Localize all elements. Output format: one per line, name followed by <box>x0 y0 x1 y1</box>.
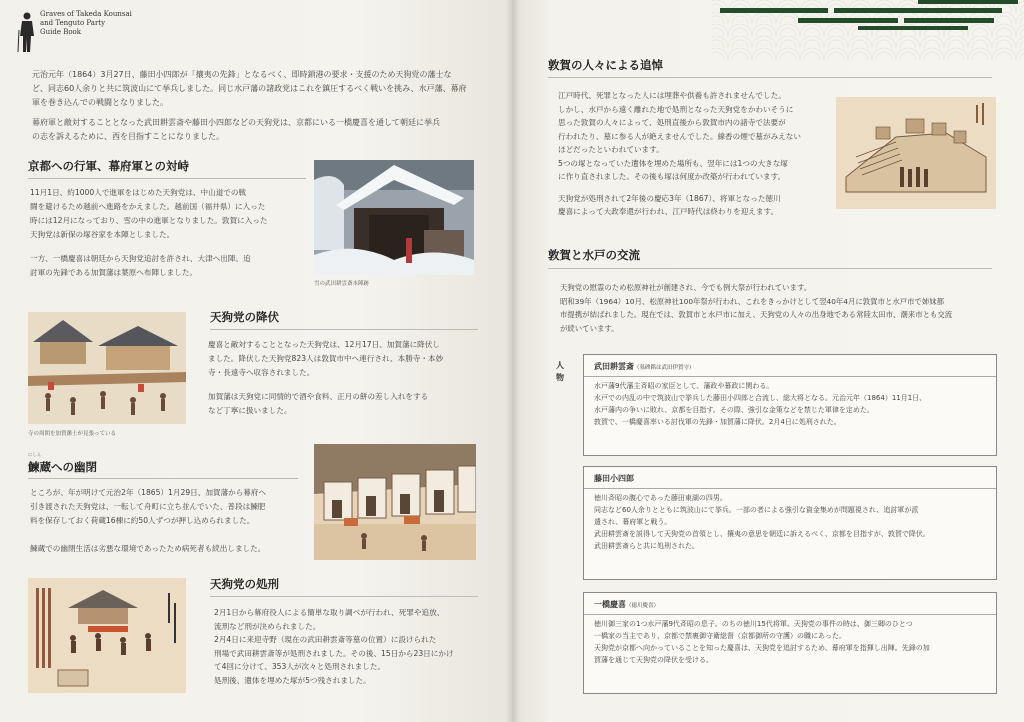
intro-line: ど、同志60人余りと共に筑波山にて挙兵しました。同じ水戸藩の諸政党はこれを鎮圧するべく戦いを挑み、水戸藩、幕府 <box>32 84 467 93</box>
text-line <box>30 528 312 542</box>
text-line: 慶喜によって大政奉還が行われ、江戸時代は終わりを迎えます。 <box>558 207 779 216</box>
text-line: 江戸時代、死罪となった人には埋葬や供養も許されませんでした。 <box>558 91 786 100</box>
guide-title-line: and Tenguto Party <box>40 19 106 27</box>
text-line: 鰊蔵での幽閉生活は劣悪な環境であったため病死者も続出しました。 <box>30 544 266 553</box>
person-name-text: 一橋慶喜 <box>594 600 626 609</box>
section-text-surrender <box>208 338 498 418</box>
person-name <box>584 593 996 615</box>
text-line: 水戸藩9代藩主斉昭の家臣として、藩政や幕政に関わる。 <box>594 382 774 390</box>
section-title-surrender: 天狗党の降伏 <box>210 310 279 324</box>
text-line: 加賀藩は天狗党に同情的で酒や食料、正月の餅の差し入れをする <box>208 392 429 401</box>
section-title-exchange: 敦賀と水戸の交流 <box>548 248 640 262</box>
divider <box>548 77 992 78</box>
person-bio <box>584 377 996 431</box>
section-title-confinement: 鰊蔵への幽閉 <box>28 460 97 474</box>
text-line: 2月1日から幕府役人による簡単な取り調べが行われ、死罪や追放、 <box>214 608 445 617</box>
section-text-march <box>30 186 312 280</box>
section-title-execution: 天狗党の処刑 <box>210 577 279 591</box>
text-line: て4回に分けて、353人が次々と処刑されました。 <box>214 662 386 671</box>
text-line: 敦賀で、一橋慶喜率いる討伐軍の先鋒・加賀藩に降伏。2月4日に処刑された。 <box>594 418 841 426</box>
text-line: 賀藩を通じて天狗党の降伏を受ける。 <box>594 656 713 664</box>
text-line <box>558 184 838 192</box>
warehouse-painting <box>314 444 476 560</box>
guide-title-line: Guide Book <box>40 28 82 36</box>
intro-text <box>32 68 502 144</box>
section-text-exchange <box>560 281 1006 335</box>
divider <box>28 478 298 479</box>
people-label-char: 物 <box>556 373 564 382</box>
text-line: など丁寧に扱いました。 <box>208 406 292 415</box>
intro-line: の志を訴えるために、西を目指すことになりました。 <box>32 132 224 141</box>
furigana: にしん <box>28 453 42 458</box>
text-line: に作り直されました。その後も塚は何度か改築が行われています。 <box>558 172 786 181</box>
person-card-hitotsubashi <box>583 592 997 694</box>
section-text-confinement <box>30 486 312 556</box>
divider <box>548 268 992 269</box>
text-line: 刑場で武田耕雲斎等が処刑されました。その後、15日から23日にかけ <box>214 648 454 658</box>
text-line: 昭和39年（1964）10月、松原神社100年祭が行われ、これをきっかけとして翌40年4月に敦賀市と水戸市で姉妹都 <box>560 296 945 306</box>
text-line: 5つの塚となっていた遺体を埋めた場所も、翌年には1つの大きな塚 <box>558 158 788 168</box>
section-text-memorial <box>558 89 838 219</box>
text-line: 水戸藩内の争いに敗れ、京都を目指す。その際、強引な金策などを禁じた軍律を定めた。 <box>594 406 874 414</box>
text-line: 天狗党は新保の塚谷家を本陣としました。 <box>30 230 175 239</box>
person-name <box>584 355 996 377</box>
person-note: （徳川慶喜） <box>626 603 660 609</box>
text-line: 天狗党が処刑されて2年後の慶応3年（1867）、将軍となった徳川 <box>558 193 781 203</box>
text-line: 流刑など刑が決められました。 <box>214 621 321 631</box>
text-line: 料を保存しておく荷蔵16棟に約50人ずつが押し込められました。 <box>30 516 255 525</box>
person-name <box>584 467 996 489</box>
text-line: 水戸での内乱の中で筑波山で挙兵した藤田小四郎と合流し、総大将となる。元治元年（1864）11月1日、 <box>594 394 927 402</box>
intro-line: 幕府軍と敵対することとなった武田耕雲斎や藤田小四郎などの天狗党は、京都にいる一橋慶喜を通して朝廷に挙兵 <box>32 118 440 127</box>
text-line <box>208 380 498 390</box>
intro-line: 元治元年（1864）3月27日、藤田小四郎が「攘夷の先鋒」となるべく、即時鎖港の要求・支援のため天狗党の藩士な <box>32 70 452 79</box>
divider <box>210 596 478 597</box>
text-line: しかし、水戸から遠く離れた地で処刑となった天狗党をかわいそうに <box>558 104 794 114</box>
snow-gate-photo <box>314 160 474 275</box>
divider <box>210 329 478 330</box>
text-line: ところが、年が明けて元治2年（1865）1月29日、加賀藩から幕府へ <box>30 488 267 497</box>
text-line: 一橋家の当主であり、京都で禁裏御守衛総督（京都御所の守護）の職にあった。 <box>594 632 846 640</box>
section-title-memorial: 敦賀の人々による追悼 <box>548 58 663 72</box>
text-line: 11月1日、約1000人で進軍をはじめた天狗党は、中山道での戦 <box>30 188 247 197</box>
text-line: 2月4日に来迎寺野（現在の武田耕雲斎等墓の位置）に設けられた <box>214 635 437 644</box>
text-line: 処刑後、遺体を埋めた塚が5つ残されました。 <box>214 675 371 685</box>
section-text-execution <box>214 606 504 687</box>
person-bio <box>584 615 996 669</box>
text-line: 武田耕雲斎らと共に処刑された。 <box>594 542 699 550</box>
text-line: が続いています。 <box>560 323 619 333</box>
person-name-text: 武田耕雲斎 <box>594 362 634 371</box>
text-line: 天狗党の慰霊のため松原神社が創建され、今でも例大祭が行われています。 <box>560 283 812 292</box>
text-line: 闘を避けるため越前へ進路をかえました。越前国（福井県）に入った <box>30 202 266 211</box>
text-line: 徳川御三家の1つ水戸藩9代斉昭の息子。のちの徳川15代将軍。天狗党の事件の時は、御三卿のひとつ <box>594 620 913 628</box>
temple-painting <box>28 312 186 424</box>
guide-title <box>40 10 132 37</box>
samurai-figure-icon <box>16 10 38 54</box>
text-line <box>30 242 312 252</box>
text-line: 市提携が結ばれました。現在では、敦賀市と水戸市に加え、天狗党の人々の出身地である常陸太田市、潮来市とも交流 <box>560 310 953 319</box>
text-line: 同志など60人余りとともに筑波山にて挙兵。一部の者による強引な資金集めが問題視され、追討軍が派 <box>594 506 919 514</box>
book-spine-shadow <box>506 0 520 722</box>
person-bio <box>584 489 996 555</box>
guide-title-line: Graves of Takeda Kounsai <box>40 10 132 18</box>
text-line: 討軍の先鋒である加賀藩は葉原へ布陣しました。 <box>30 268 198 277</box>
divider <box>28 178 306 179</box>
text-line: 武田耕雲斎を説得して天狗党の首領とし、攘夷の意思を朝廷に訴えるべく、京都を目指すが、敦賀で降伏。 <box>594 530 930 538</box>
section-title-march: 京都への行軍、幕府軍との対峙 <box>28 159 189 173</box>
person-card-takeda <box>583 354 997 456</box>
photo-caption: 雪の武田耕雲斎本陣跡 <box>314 281 370 287</box>
green-stripes-decoration <box>718 0 1024 30</box>
text-line: 徳川斉昭の腹心であった藤田東湖の四男。 <box>594 494 727 502</box>
text-line: 一方、一橋慶喜は朝廷から天狗党追討を許され、大津へ出陣。追 <box>30 254 251 263</box>
text-line: 寺・長遠寺へ収容されました。 <box>208 368 315 377</box>
text-line: 思った敦賀の人々によって、処刑直後から敦賀市内の諸寺で法要が <box>558 118 786 127</box>
text-line: 遣され、幕府軍と戦う。 <box>594 518 672 526</box>
person-name-text: 藤田小四郎 <box>594 474 634 483</box>
intro-line: 軍を巻き込んでの戦闘となりました。 <box>32 98 168 107</box>
person-card-fujita <box>583 466 997 580</box>
text-line: ほどだったといわれています。 <box>558 145 664 154</box>
people-label-char: 人 <box>556 361 564 370</box>
text-line: 天狗党が京都へ向かっていることを知った慶喜は、天狗党を追討するため、幕府軍を指揮し出陣。先鋒の加 <box>594 644 930 652</box>
person-note: （墓碑銘は武田伊賀守） <box>634 365 695 371</box>
grave-mound-painting <box>836 97 996 209</box>
execution-painting <box>28 578 186 693</box>
text-line: 行われたり、墓に参る人が絶えませんでした。線香の煙で墓がみえない <box>558 131 801 141</box>
text-line: 時には12月になっており、雪の中の進軍となりました。敦賀に入った <box>30 216 268 225</box>
painting-caption: 寺の周囲を加賀藩士が見張っている <box>28 431 117 437</box>
text-line: 慶喜と敵対することとなった天狗党は、12月17日、加賀藩に降伏し <box>208 340 440 349</box>
text-line: ました。降伏した天狗党823人は敦賀市中へ連行され、本勝寺・本妙 <box>208 354 444 363</box>
text-line: 引き渡された天狗党は、一転して舟町に立ち並んでいた、普段は鰊肥 <box>30 502 266 511</box>
people-label <box>556 360 566 384</box>
